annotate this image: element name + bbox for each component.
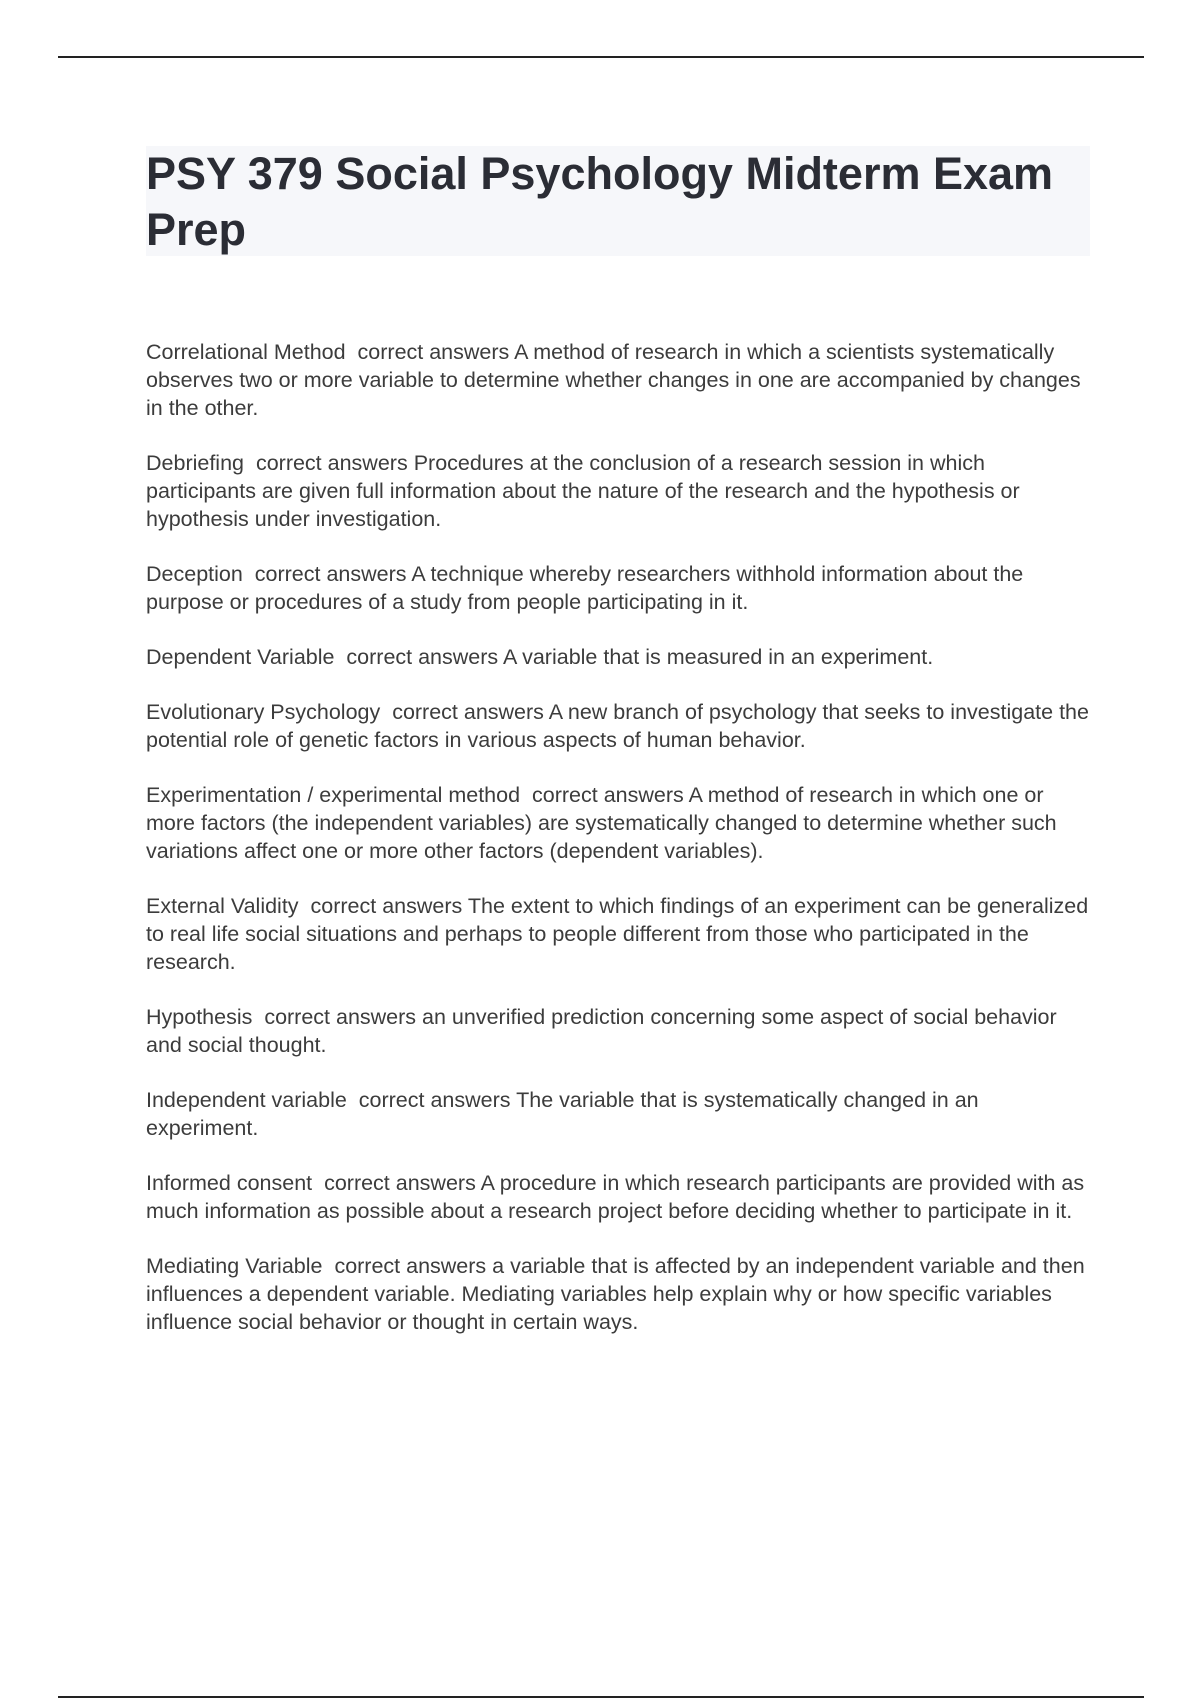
list-item (146, 892, 1096, 976)
entry-definition: A procedure in which research participants are provided with as much information as possible about a research project before deciding whether to participate in it. (146, 1171, 1085, 1223)
entry-term: Informed consent (146, 1171, 313, 1195)
list-item (146, 1169, 1096, 1225)
entry-definition: A method of research in which one or more factors (the independent variables) are systematically changed to determine whether such variations affect one or more other factors (dependent variables). (146, 783, 1057, 863)
list-item (146, 1003, 1096, 1059)
list-item (146, 1086, 1096, 1142)
entry-term: Debriefing (146, 451, 244, 475)
entry-term: Hypothesis (146, 1005, 253, 1029)
entry-definition: a variable that is affected by an independent variable and then influences a dependent variable. Mediating variables help explain why or how specific variables influence social behavior or thought in certain ways. (146, 1254, 1085, 1334)
entry-marker: correct answers (392, 700, 544, 724)
list-item (146, 338, 1096, 422)
entry-term: External Validity (146, 894, 299, 918)
list-item (146, 698, 1096, 754)
entry-marker: correct answers (310, 894, 463, 918)
entry-definition: A technique whereby researchers withhold information about the purpose or procedures of a study from people participating in it. (146, 562, 1024, 614)
entry-definition: A variable that is measured in an experiment. (502, 645, 934, 669)
title-block (146, 146, 1090, 256)
page-title: PSY 379 Social Psychology Midterm Exam Prep (146, 148, 1054, 255)
entry-marker: correct answers (254, 562, 407, 586)
entry-term: Mediating Variable (146, 1254, 323, 1278)
entry-marker: correct answers (346, 645, 499, 669)
entry-marker: correct answers (532, 783, 684, 807)
entry-term: Evolutionary Psychology (146, 700, 381, 724)
entry-marker: correct answers (357, 340, 510, 364)
entry-marker: correct answers (264, 1005, 417, 1029)
entry-definition: Procedures at the conclusion of a research session in which participants are given full information about the nature of the research and the hypothesis or hypothesis under investigation. (146, 451, 1020, 531)
entry-term: Experimentation / experimental method (146, 783, 521, 807)
list-item (146, 643, 1096, 671)
entry-marker: correct answers (334, 1254, 487, 1278)
entry-marker: correct answers (358, 1088, 511, 1112)
list-item (146, 1252, 1096, 1336)
entry-marker: correct answers (324, 1171, 476, 1195)
entry-term: Deception (146, 562, 243, 586)
entry-term: Dependent Variable (146, 645, 335, 669)
entry-definition: A method of research in which a scientists systematically observes two or more variable to determine whether changes in one are accompanied by changes in the other. (146, 340, 1081, 420)
flashcard-list (146, 338, 1096, 1363)
entry-definition: A new branch of psychology that seeks to investigate the potential role of genetic factors in various aspects of human behavior. (146, 700, 1089, 752)
entry-term: Correlational Method (146, 340, 346, 364)
entry-definition: The variable that is systematically changed in an experiment. (146, 1088, 979, 1140)
entry-definition: The extent to which findings of an experiment can be generalized to real life social situations and perhaps to people different from those who participated in the research. (146, 894, 1089, 974)
list-item (146, 560, 1096, 616)
entry-marker: correct answers (255, 451, 408, 475)
top-divider (58, 56, 1144, 58)
bottom-divider (58, 1696, 1144, 1698)
entry-definition: an unverified prediction concerning some aspect of social behavior and social thought. (146, 1005, 1057, 1057)
list-item (146, 449, 1096, 533)
list-item (146, 781, 1096, 865)
entry-term: Independent variable (146, 1088, 347, 1112)
